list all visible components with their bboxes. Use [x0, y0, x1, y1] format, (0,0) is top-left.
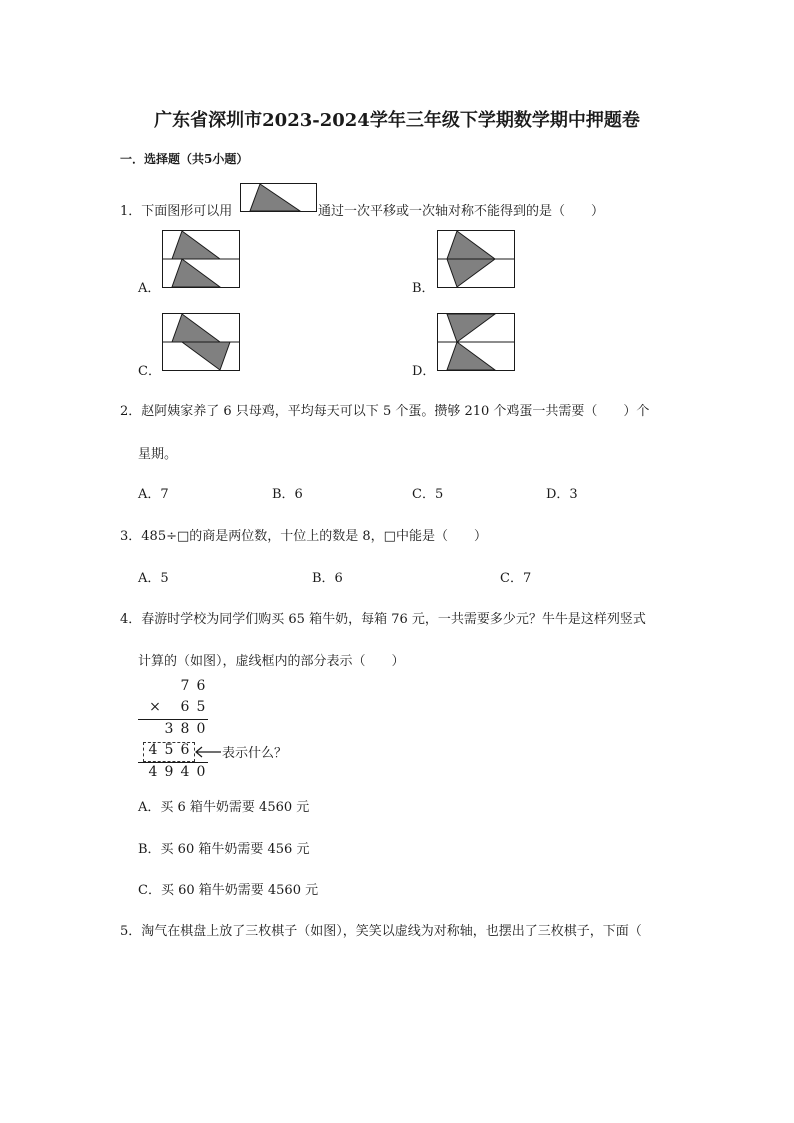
q4-text-line2: 计算的（如图），虚线框内的部分表示（ ） [138, 654, 405, 669]
q4-option-b[interactable]: B．买 60 箱牛奶需要 456 元 [138, 842, 310, 857]
calc-digit: 4 [148, 742, 158, 758]
q4-option-a[interactable]: A．买 6 箱牛奶需要 4560 元 [138, 800, 310, 815]
calc-divider-line [138, 762, 208, 763]
calc-row-multiplier [138, 699, 210, 719]
q1-option-d-label[interactable]: D． [412, 364, 436, 379]
q1-option-c-figure[interactable] [162, 313, 241, 373]
q1-option-c-label[interactable]: C． [138, 364, 161, 379]
q3-text: 3．485÷□的商是两位数，十位上的数是 8，□中能是（ ） [120, 529, 487, 544]
calc-row-multiplicand [138, 678, 210, 698]
calc-digit: 5 [196, 699, 206, 715]
calc-digit: 3 [164, 721, 174, 737]
q3-option-b[interactable]: B．6 [312, 571, 343, 586]
vertical-multiplication [138, 678, 338, 782]
q2-text-line1: 2．赵阿姨家养了 6 只母鸡，平均每天可以下 5 个蛋。攒够 210 个鸡蛋一共需要（ ）个 [120, 404, 650, 419]
q1-option-a-label[interactable]: A． [138, 281, 161, 296]
q1-option-a-figure[interactable] [162, 230, 241, 290]
calc-digit: 9 [164, 764, 174, 780]
q3-option-a[interactable]: A．5 [138, 571, 169, 586]
q1-text-after: 通过一次平移或一次轴对称不能得到的是（ ） [318, 204, 605, 219]
q2-option-a[interactable]: A．7 [138, 487, 169, 502]
q5-text: 5．淘气在棋盘上放了三枚棋子（如图），笑笑以虚线为对称轴，也摆出了三枚棋子，下面（ [120, 924, 642, 939]
calc-digit: 0 [196, 764, 206, 780]
q2-option-b[interactable]: B．6 [272, 487, 303, 502]
calc-digit: 4 [180, 764, 190, 780]
calc-digit: 6 [196, 678, 206, 694]
q1-option-b-figure[interactable] [437, 230, 516, 290]
calc-digit: 0 [196, 721, 206, 737]
calc-digit: 5 [164, 742, 174, 758]
q2-text-line2: 星期。 [138, 447, 178, 462]
q3-option-c[interactable]: C．7 [500, 571, 532, 586]
calc-annotation: 表示什么？ [222, 746, 288, 761]
calc-row-product [138, 764, 210, 784]
calc-row-partial1 [138, 721, 210, 741]
calc-digit: 6 [180, 699, 190, 715]
calc-divider-line [138, 719, 208, 720]
calc-times-sign: × [149, 699, 161, 715]
calc-digit: 4 [148, 764, 158, 780]
q2-option-d[interactable]: D．3 [546, 487, 578, 502]
calc-digit: 8 [180, 721, 190, 737]
q2-option-c[interactable]: C．5 [412, 487, 444, 502]
q1-option-d-figure[interactable] [437, 313, 516, 373]
q4-option-c[interactable]: C．买 60 箱牛奶需要 4560 元 [138, 883, 319, 898]
calc-digit: 7 [180, 678, 190, 694]
q1-reference-figure [240, 183, 318, 213]
section-heading: 一．选择题（共5小题） [120, 152, 249, 166]
q4-text-line1: 4．春游时学校为同学们购买 65 箱牛奶，每箱 76 元，一共需要多少元？牛牛是这样列竖式 [120, 612, 646, 627]
dashed-highlight-box [143, 742, 195, 762]
page-title: 广东省深圳市2023-2024学年三年级下学期数学期中押题卷 [154, 110, 640, 131]
q1-option-b-label[interactable]: B． [412, 281, 435, 296]
calc-digit: 6 [180, 742, 190, 758]
q1-text-before: 1．下面图形可以用 [120, 204, 233, 219]
arrow-left-icon [194, 746, 222, 758]
